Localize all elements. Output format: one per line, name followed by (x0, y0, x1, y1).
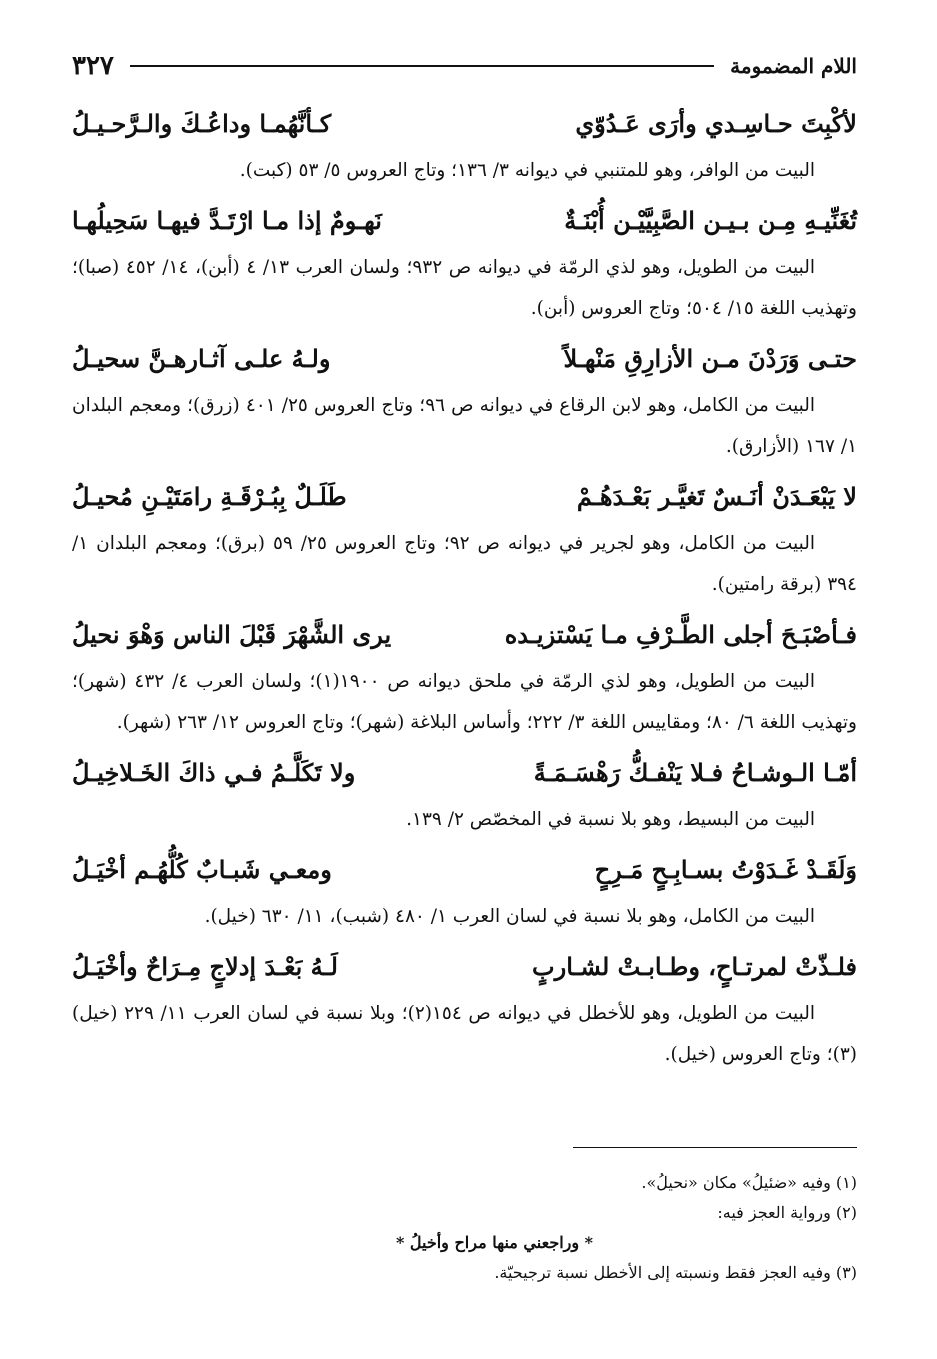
verse-first-hemistich: حتـى وَرَدْنَ مـن الأزارِقِ مَنْهـلاً (563, 344, 857, 373)
footnote: (١) وفيه «ضئيلُ» مكان «نحيلُ». (641, 1173, 857, 1192)
verse-commentary: البيت من الطويل، وهو للأخطل في ديوانه ص ١٥٤(٢)؛ وبلا نسبة في لسان العرب ١١/ ٢٢٩ (خيل)(٣)؛ وتاج العروس (خيل). (72, 1003, 857, 1065)
verse-line (72, 609, 857, 661)
verse-second-hemistich: كـأنَّهُمـا وداعُـكَ والـرَّحـيـلُ (72, 109, 332, 138)
verse-second-hemistich: نَهـومٌ إذا مـا ارْتَـدَّ فيهـا سَحِيلُهـا (72, 206, 382, 235)
footnote-separator (573, 1147, 857, 1148)
verse-line (72, 941, 857, 993)
verse-line (72, 195, 857, 247)
header-rule (130, 65, 714, 67)
verse-first-hemistich: فلـذّتْ لمرتـاحٍ، وطـابـتْ لشـاربٍ (532, 952, 857, 981)
verse-second-hemistich: ولـهُ علـى آثـارهـنَّ سحيـلُ (72, 344, 331, 373)
verse-second-hemistich: لَـهُ بَعْـدَ إدلاجٍ مِـرَاحٌ وأخْيَـلُ (72, 952, 338, 981)
footnotes (72, 1168, 857, 1288)
verse-entry (72, 941, 857, 1075)
verse-commentary: البيت من الكامل، وهو لابن الرقاع في ديوانه ص ٩٦؛ وتاج العروس ٢٥/ ٤٠١ (زرق)؛ ومعجم البلدان ١/ ١٦٧ (الأزارق). (72, 395, 857, 457)
verse-entry (72, 609, 857, 743)
verse-first-hemistich: لا يَبْعَـدَنْ أنَـسٌ تَغيَّـر بَعْـدَهُـمْ (576, 482, 857, 511)
verse-entry (72, 195, 857, 329)
verse-commentary: البيت من الكامل، وهو بلا نسبة في لسان العرب ١/ ٤٨٠ (شبب)، ١١/ ٦٣٠ (خيل). (204, 906, 815, 927)
verse-second-hemistich: ولا تَكَلَّـمُ فـي ذاكَ الخَـلاخِيـلُ (72, 758, 356, 787)
verse-second-hemistich: يرى الشَّهْرَ قَبْلَ الناس وَهْوَ نحيلُ (72, 620, 392, 649)
verse-first-hemistich: وَلَقَـدْ غَـدَوْتُ بسـابِـحٍ مَـرِحٍ (594, 855, 857, 884)
verse-second-hemistich: طَلَـلٌ بِبُـرْقَـةِ رامَتَيْـنِ مُحيـلُ (72, 482, 347, 511)
verse-line (72, 844, 857, 896)
verse-entry (72, 98, 857, 191)
footnote-quoted-verse: * وراجعني منها مراح وأخيلُ * (395, 1233, 594, 1252)
verse-line (72, 333, 857, 385)
verse-first-hemistich: لأكْبِتَ حـاسِـدي وأرَى عَـدُوّي (575, 109, 857, 138)
verse-commentary: البيت من البسيط، وهو بلا نسبة في المخصّص ٢/ ١٣٩. (406, 809, 815, 830)
verse-commentary: البيت من الوافر، وهو للمتنبي في ديوانه ٣/ ١٣٦؛ وتاج العروس ٥/ ٥٣ (كبت). (239, 160, 815, 181)
verse-line (72, 98, 857, 150)
verse-commentary: البيت من الطويل، وهو لذي الرمّة في ديوانه ص ٩٣٢؛ ولسان العرب ١٣/ ٤ (أبن)، ١٤/ ٤٥٢ (صبا)؛ وتهذيب اللغة ١٥/ ٥٠٤؛ وتاج العروس (أبن). (72, 257, 857, 319)
running-title: اللام المضمومة (730, 54, 857, 78)
verse-first-hemistich: فـأصْبَـحَ أجلى الطَّـرْفِ مـا يَسْتزيـده (504, 620, 857, 649)
verse-line (72, 747, 857, 799)
verse-line (72, 471, 857, 523)
verse-entry (72, 333, 857, 467)
verse-entry (72, 747, 857, 840)
verse-commentary: البيت من الكامل، وهو لجرير في ديوانه ص ٩٢؛ وتاج العروس ٢٥/ ٥٩ (برق)؛ ومعجم البلدان ١/ ٣٩٤ (برقة رامتين). (72, 533, 857, 595)
main-text (72, 98, 857, 1079)
verse-entry (72, 471, 857, 605)
verse-first-hemistich: تُغَنِّيـهِ مِـن بـيـن الصَّبِيَّيْـن أُبْنَـةٌ (564, 206, 857, 235)
footnote: (٢) ورواية العجز فيه: (717, 1203, 857, 1222)
page-header (72, 46, 857, 86)
verse-second-hemistich: ومعـي شَبـابٌ كُلُّهُـم أخْيَـلُ (72, 855, 332, 884)
page-number: ٣٢٧ (72, 51, 114, 81)
verse-commentary: البيت من الطويل، وهو لذي الرمّة في ملحق ديوانه ص ١٩٠٠(١)؛ ولسان العرب ٤/ ٤٣٢ (شهر)؛ وتهذيب اللغة ٦/ ٨٠؛ ومقاييس اللغة ٣/ ٢٢٢؛ وأساس البلاغة (شهر)؛ وتاج العروس ١٢/ ٢٦٣ (شهر). (72, 671, 857, 733)
footnote: (٣) وفيه العجز فقط ونسبته إلى الأخطل نسبة ترجيحيّة. (494, 1263, 857, 1282)
verse-first-hemistich: أمّـا الـوشـاحُ فـلا يَنْفـكُّ رَهْسَـمَـةً (533, 758, 857, 787)
verse-entry (72, 844, 857, 937)
